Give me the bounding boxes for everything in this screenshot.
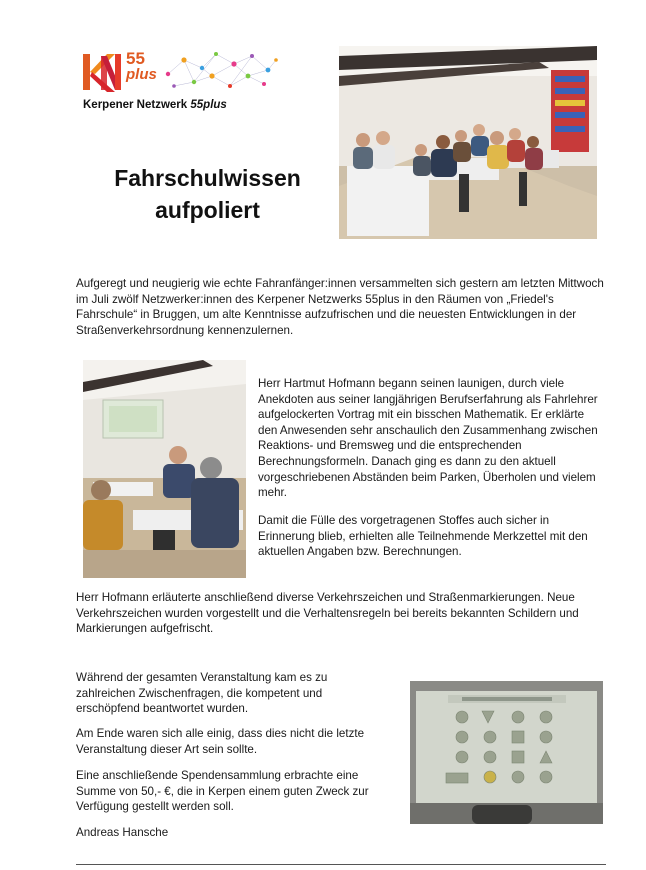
page-title — [90, 162, 325, 226]
title-line-2: aufpoliert — [155, 197, 260, 223]
lecture-photo — [83, 360, 246, 578]
title-line-1: Fahrschulwissen — [114, 165, 301, 191]
traffic-signs-paragraph: Herr Hofmann erläuterte anschließend diverse Verkehrszeichen und Straßenmarkierungen. Neue Verkehrszeichen wurden vorgestellt und die Verhaltensregeln bei bereits bekannten Schildern und Markierungen aufgefrischt. — [76, 591, 579, 636]
network-graphic-icon — [164, 46, 280, 98]
questions-paragraph: Während der gesamten Veranstaltung kam es zu zahlreichen Zwischenfragen, die kompetent und erschöpfend beantwortet wurden. — [76, 671, 328, 716]
donation-paragraph: Eine anschließende Spendensammlung erbrachte eine Summe von 50,- €, die in Kerpen einem guten Zweck zur Verfügung gestellt werden soll. — [76, 769, 369, 814]
lecture-paragraph: Herr Hartmut Hofmann begann seinen launigen, durch viele Anekdoten aus seiner langjährigen Berufserfahrung als Fahrlehrer aufgelockerten Vortrag mit ein bisschen Mathematik. Er erklärte den Anwesenden sehr anschaulich den Zusammenhang zwischen Reaktions- und Bremsweg und die entsprechenden Berechnungsformeln. Danach ging es dann zu den aktuell vorgeschriebenen Abständen beim Parken, Überholen und vielem mehr. — [258, 377, 598, 500]
author: Andreas Hansche — [76, 826, 169, 839]
traffic-signs-photo — [410, 681, 603, 824]
org-name: Kerpener Netzwerk 55plus — [83, 99, 227, 111]
intro-paragraph: Aufgeregt und neugierig wie echte Fahranfänger:innen versammelten sich gestern am letzten Mittwoch im Juli zwölf Netzwerker:innen des Kerpener Netzwerks 55plus in den Räumen von „Friedel's Fahrschule“ in Bruggen, um alte Kenntnisse aufzufrischen und die neuesten Entwicklungen in der Straßenverkehrsordnung kennenzulernen. — [76, 277, 604, 337]
group-photo — [339, 46, 597, 239]
logo-number: 55 — [126, 49, 145, 68]
handout-paragraph: Damit die Fülle des vorgetragenen Stoffes auch sicher in Erinnerung blieb, erhielten alle Teilnehmende Merkzettel mit den aktuellen Angaben bzw. Berechnungen. — [258, 514, 588, 559]
conclusion-paragraph: Am Ende waren sich alle einig, dass dies nicht die letzte Veranstaltung dieser Art sein sollte. — [76, 727, 365, 756]
footer-divider — [76, 864, 606, 865]
logo-plus: plus — [126, 66, 157, 83]
kn-logo-icon — [83, 52, 123, 94]
